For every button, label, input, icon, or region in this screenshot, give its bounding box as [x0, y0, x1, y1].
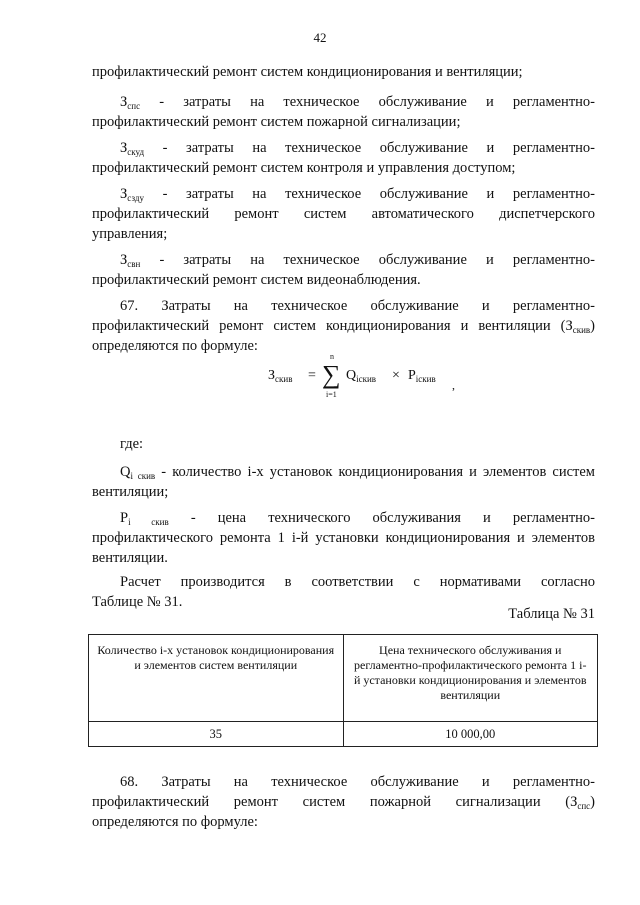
table-header-cell: Количество i-х установок кондиционирования и элементов систем вентиляции — [89, 635, 344, 722]
table-header-cell: Цена технического обслуживания и регламентно-профилактического ремонта 1 i-й установки кондиционирования и элементов вентиляции — [343, 635, 598, 722]
page-number: 42 — [313, 30, 327, 45]
text-line: профилактический ремонт систем контроля и управления доступом; — [92, 160, 516, 176]
formula-comma: , — [452, 378, 455, 392]
formula-equals: = — [308, 368, 316, 383]
text-line: профилактический ремонт систем автоматического диспетчерского — [92, 206, 595, 222]
text-line: профилактический ремонт систем пожарной сигнализации; — [92, 114, 461, 130]
text-line: $З_{спс}$ - затраты на техническое обслуживание и регламентно- — [120, 94, 595, 111]
text-line: $З_{свн}$ - затраты на техническое обслуживание и регламентно- — [120, 252, 595, 269]
text-line: определяются по формуле: — [92, 814, 258, 830]
text-line: определяются по формуле: — [92, 338, 258, 354]
formula-lower-limit: i=1 — [326, 390, 337, 399]
formula-p-term: $P_{iскив}$ — [408, 368, 436, 384]
text-line: профилактический ремонт систем видеонаблюдения. — [92, 272, 421, 288]
text-line: вентиляции; — [92, 484, 169, 500]
paragraph-skud-definition — [92, 138, 595, 178]
paragraph-67 — [92, 296, 595, 356]
table-31 — [88, 634, 598, 747]
text-line: $P_{i скив}$ - цена технического обслуживания и регламентно- — [120, 510, 596, 527]
text-line: $З_{сзду}$ - затраты на техническое обслуживание и регламентно- — [120, 186, 595, 203]
table-caption: Таблица № 31 — [508, 606, 595, 622]
table-cell: 10 000,00 — [343, 722, 598, 747]
paragraph-q-definition — [92, 462, 595, 502]
paragraph-continuation — [92, 62, 595, 82]
text-line: Расчет производится в соответствии с нормативами согласно — [120, 574, 595, 590]
paragraph-p-definition — [92, 508, 595, 568]
text-line: где: — [120, 436, 144, 452]
paragraph-szdu-definition — [92, 184, 595, 244]
text-line: Таблице № 31. — [92, 594, 183, 610]
paragraph-68 — [92, 772, 595, 832]
formula-skiv — [268, 352, 468, 410]
text-line: управления; — [92, 226, 168, 242]
formula-lhs: $З_{скив}$ — [268, 368, 293, 384]
where-label — [92, 434, 595, 454]
paragraph-sps-definition — [92, 92, 595, 132]
formula-upper-limit: n — [330, 352, 334, 361]
sigma-icon: ∑ — [322, 360, 341, 389]
text-line: 68. Затраты на техническое обслуживание и регламентно- — [120, 774, 595, 790]
text-line: $З_{скуд}$ - затраты на техническое обслуживание и регламентно- — [120, 140, 595, 157]
text-line: профилактический ремонт систем кондиционирования и вентиляции; — [92, 64, 523, 80]
text-line: профилактический ремонт систем пожарной сигнализации $(З_{спс})$ — [92, 794, 595, 811]
table-row — [89, 722, 598, 747]
table-cell: 35 — [89, 722, 344, 747]
text-line: 67. Затраты на техническое обслуживание и регламентно- — [120, 298, 595, 314]
text-line: профилактический ремонт систем кондиционирования и вентиляции $(З_{скив})$ — [92, 318, 595, 335]
formula-times: × — [392, 368, 400, 383]
text-line: $Q_{i скив}$ - количество i-х установок кондиционирования и элементов систем — [120, 464, 595, 481]
table-header-row — [89, 635, 598, 722]
text-line: профилактического ремонта 1 i-й установки кондиционирования и элементов — [92, 530, 595, 546]
paragraph-svn-definition — [92, 250, 595, 290]
text-line: вентиляции. — [92, 550, 168, 566]
formula-q-term: $Q_{iскив}$ — [346, 368, 377, 384]
